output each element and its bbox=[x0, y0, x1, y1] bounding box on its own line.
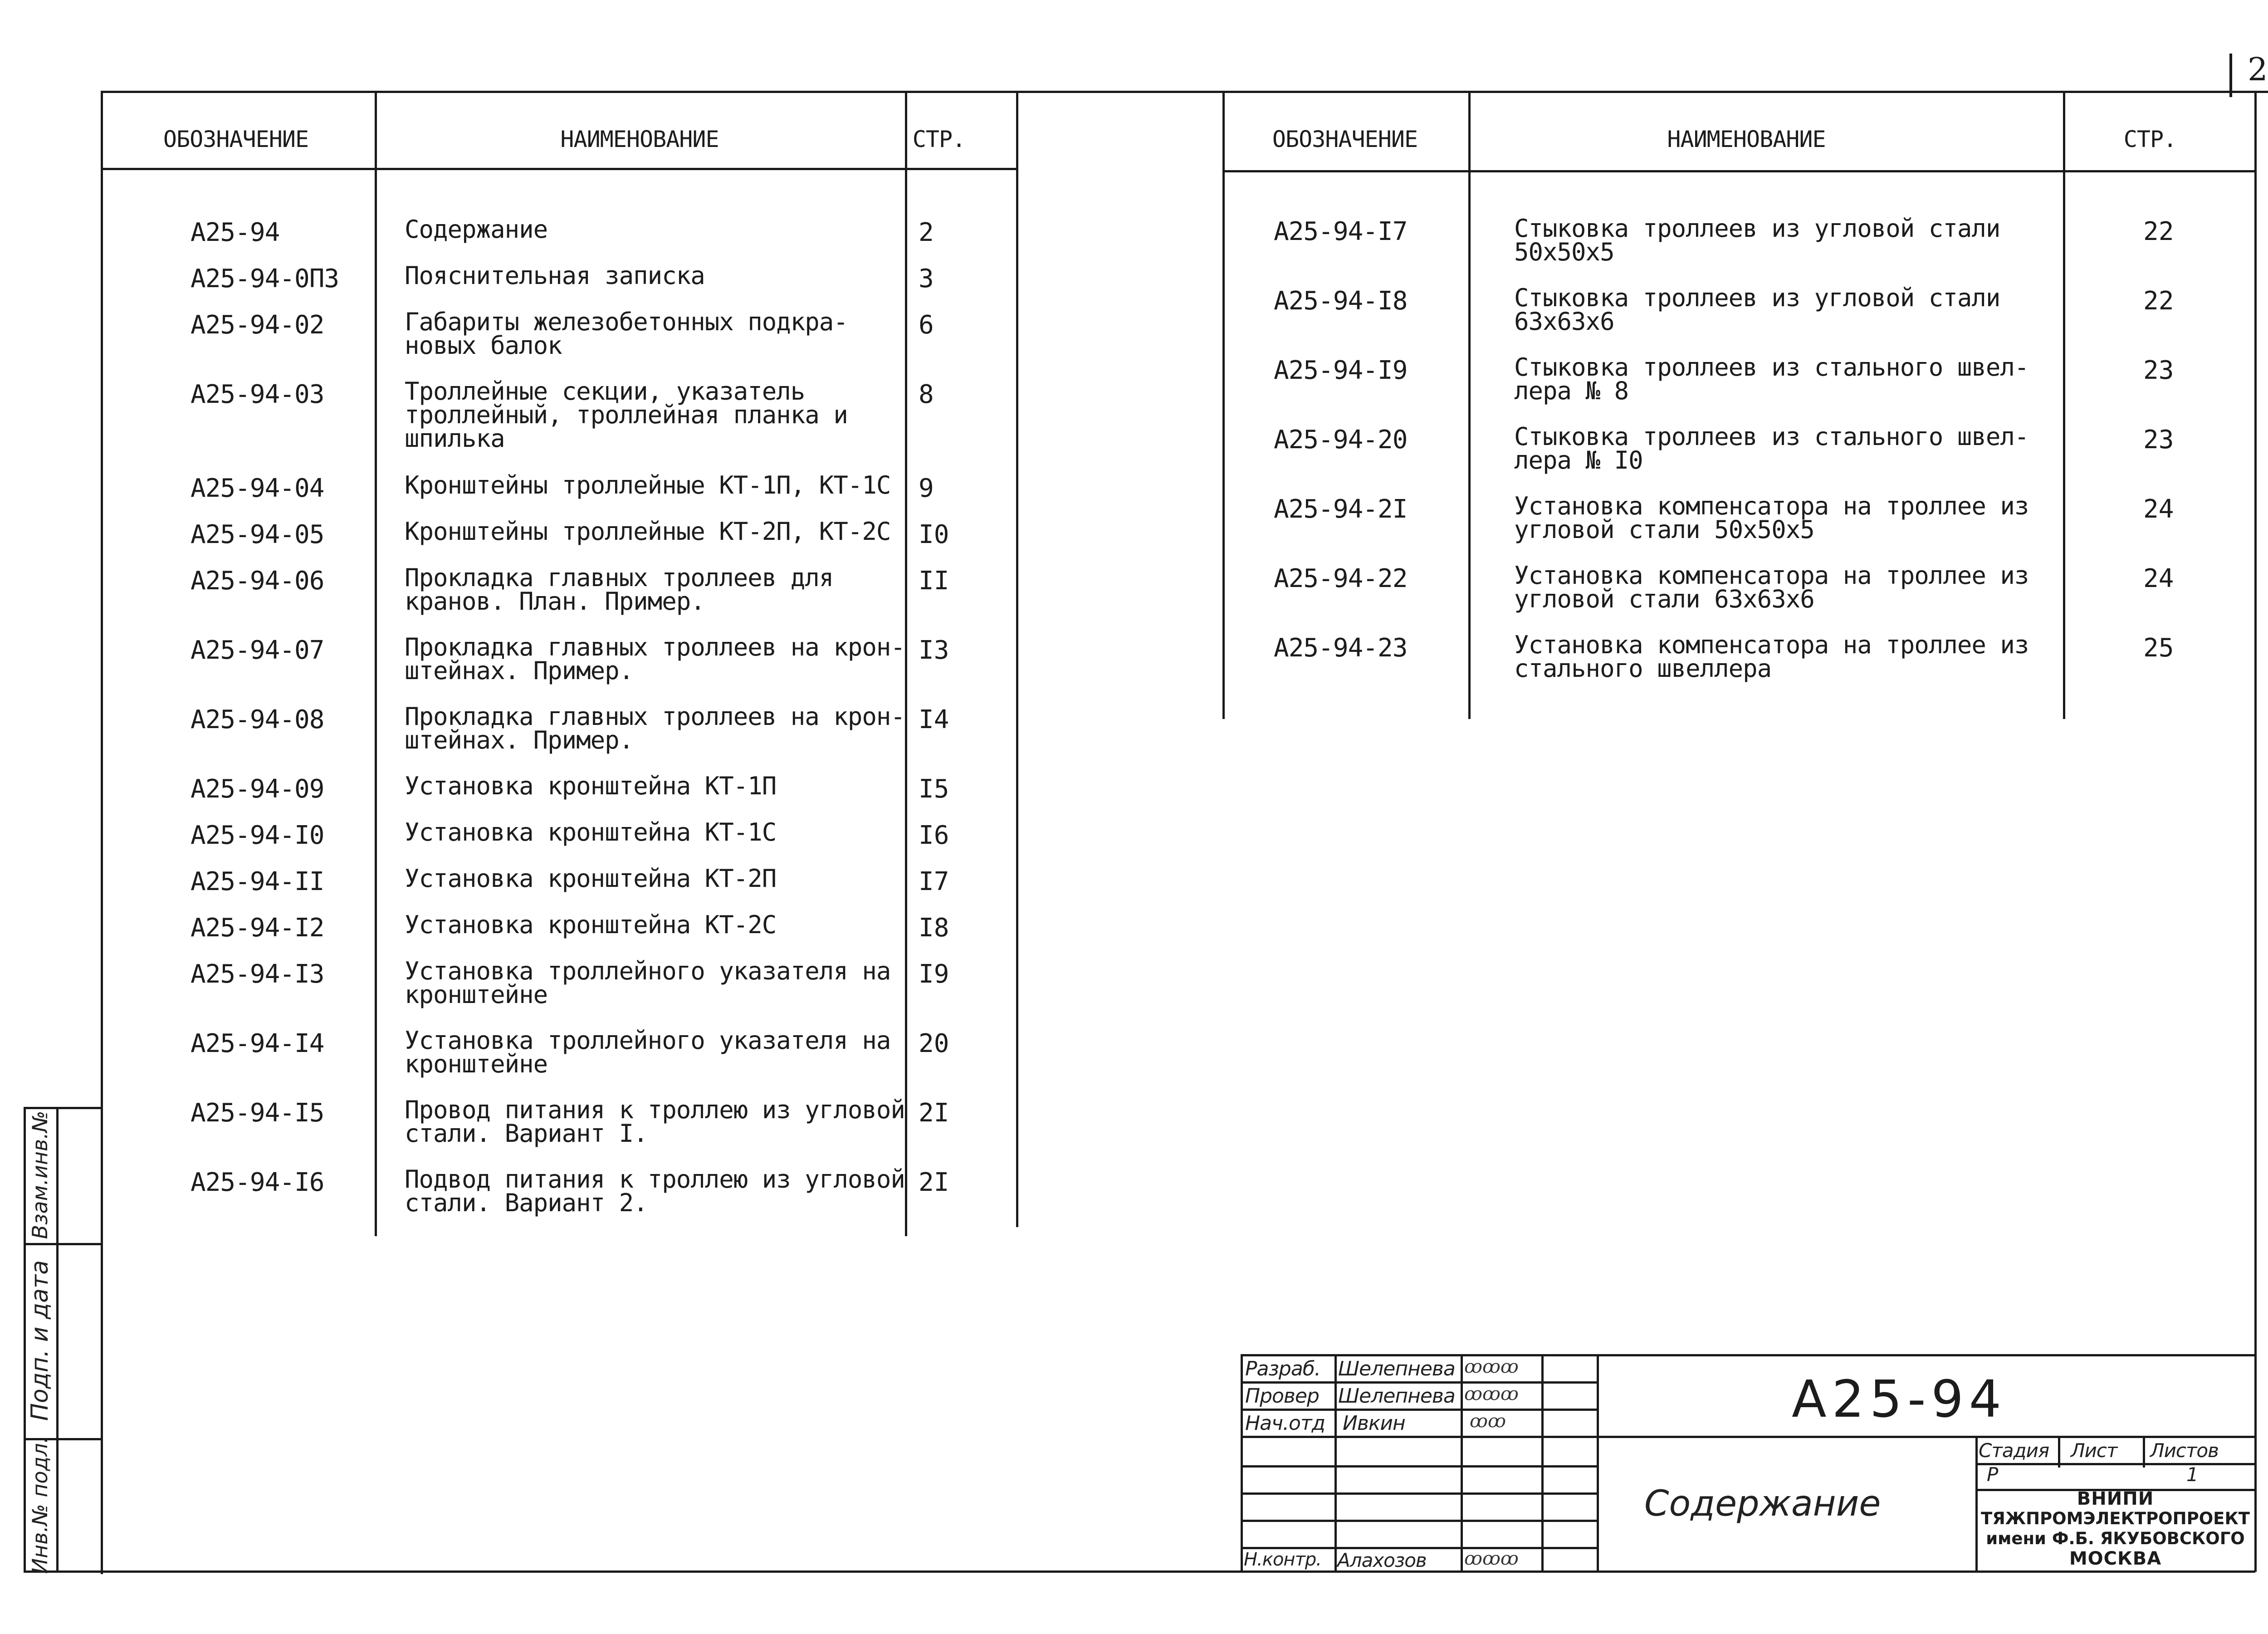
row-page: I6 bbox=[919, 821, 949, 850]
side-stamp-top bbox=[24, 1107, 101, 1109]
tb-stage-value: Р bbox=[1987, 1463, 1998, 1486]
tb-organization bbox=[1975, 1489, 2255, 1569]
row-code: А25-94-II bbox=[191, 867, 324, 896]
row-page: 6 bbox=[919, 310, 934, 340]
tb-row1 bbox=[1241, 1381, 1599, 1384]
tb-razrab-name: Шелепнева bbox=[1338, 1357, 1455, 1380]
row-code: А25-94-0ПЗ bbox=[191, 264, 339, 294]
row-page: 22 bbox=[2143, 286, 2174, 316]
tb-sheets-value: 1 bbox=[2186, 1463, 2198, 1486]
row-name: Кронштейны троллейные КТ-2П, КТ-2С bbox=[405, 517, 891, 546]
tb-doc-title: Содержание bbox=[1644, 1483, 1881, 1524]
tb-col3 bbox=[1541, 1354, 1544, 1572]
row-name: Стыковка троллеев из стального швел- лера № I0 bbox=[1514, 422, 2029, 475]
side-stamp-vzam: Взам.инв.№ bbox=[28, 1111, 52, 1239]
tb-sheets-label: Листов bbox=[2150, 1439, 2219, 1462]
right-table-header-line bbox=[1222, 170, 2254, 172]
tb-stage-row1 bbox=[1975, 1463, 2255, 1465]
right-table-col2 bbox=[2063, 93, 2065, 719]
tb-nach-name: Ивкин bbox=[1343, 1412, 1405, 1435]
row-page: 2 bbox=[919, 218, 934, 247]
row-name: Пояснительная записка bbox=[405, 261, 705, 290]
row-name: Прокладка главных троллеев для кранов. План. Пример. bbox=[405, 563, 834, 616]
left-table-col3 bbox=[1016, 93, 1018, 1227]
row-code: А25-94-08 bbox=[191, 705, 324, 734]
row-code: А25-94-05 bbox=[191, 520, 324, 549]
tb-org-line3: имени Ф.Б. ЯКУБОВСКОГО bbox=[1986, 1529, 2245, 1548]
right-header-page: СТР. bbox=[2123, 126, 2177, 152]
row-page: 2I bbox=[919, 1168, 949, 1197]
row-page: I0 bbox=[919, 520, 949, 549]
side-stamp-left bbox=[24, 1107, 26, 1573]
right-header-code: ОБОЗНАЧЕНИЕ bbox=[1272, 126, 1418, 152]
side-stamp-inv: Инв.№ подл. bbox=[28, 1436, 52, 1574]
row-page: I5 bbox=[919, 774, 949, 804]
row-name: Содержание bbox=[405, 215, 548, 244]
row-code: А25-94-03 bbox=[191, 380, 324, 409]
row-code: А25-94-I7 bbox=[1274, 217, 1408, 246]
left-header-name: НАИМЕНОВАНИЕ bbox=[560, 126, 719, 152]
tb-prover-name: Шелепнева bbox=[1338, 1384, 1455, 1408]
tb-col4 bbox=[1597, 1354, 1599, 1572]
frame-bottom bbox=[24, 1570, 2255, 1573]
left-header-page: СТР. bbox=[912, 126, 966, 152]
tb-razrab-signature: ꝏꝏꝏ bbox=[1464, 1356, 1519, 1377]
row-page: II bbox=[919, 566, 949, 596]
tb-org-line2: ТЯЖПРОМЭЛЕКТРОПРОЕКТ bbox=[1981, 1509, 2250, 1528]
row-page: 8 bbox=[919, 380, 934, 409]
row-page: 25 bbox=[2143, 633, 2174, 663]
row-page: 22 bbox=[2143, 217, 2174, 246]
tb-row2 bbox=[1241, 1409, 1599, 1411]
row-name: Установка кронштейна КТ-2С bbox=[405, 910, 777, 939]
row-code: А25-94-I2 bbox=[191, 913, 324, 943]
row-code: А25-94-02 bbox=[191, 310, 324, 340]
row-page: I4 bbox=[919, 705, 949, 734]
tb-nkontr-name: Алахозов bbox=[1337, 1549, 1427, 1571]
tb-org-line4: МОСКВА bbox=[2069, 1548, 2162, 1569]
side-stamp-podp: Подп. и дата bbox=[26, 1260, 54, 1421]
tb-col1 bbox=[1334, 1354, 1337, 1572]
right-table-col0 bbox=[1222, 93, 1225, 719]
row-name: Прокладка главных троллеев на крон- штейнах. Пример. bbox=[405, 702, 905, 754]
row-name: Установка кронштейна КТ-1С bbox=[405, 818, 777, 846]
tb-doc-code: А25-94 bbox=[1792, 1370, 2007, 1429]
tb-prover-label: Провер bbox=[1245, 1384, 1319, 1408]
tb-left bbox=[1241, 1354, 1243, 1572]
tb-row4 bbox=[1241, 1465, 1599, 1468]
row-page: I8 bbox=[919, 913, 949, 943]
row-code: А25-94-09 bbox=[191, 774, 324, 804]
row-name: Стыковка троллеев из угловой стали 50х50х5 bbox=[1514, 214, 2000, 266]
left-table-col1 bbox=[375, 93, 377, 1236]
tb-nach-signature: ꝏꝏ bbox=[1470, 1411, 1506, 1432]
frame-right bbox=[2254, 91, 2257, 1572]
tb-nach-label: Нач.отд bbox=[1245, 1412, 1325, 1435]
left-header-code: ОБОЗНАЧЕНИЕ bbox=[163, 126, 309, 152]
row-page: 23 bbox=[2143, 425, 2174, 455]
tb-top bbox=[1241, 1354, 2255, 1356]
tb-prover-signature: ꝏꝏꝏ bbox=[1464, 1384, 1519, 1404]
tb-row3 bbox=[1241, 1436, 2255, 1438]
tb-razrab-label: Разраб. bbox=[1245, 1357, 1320, 1380]
row-code: А25-94-20 bbox=[1274, 425, 1408, 455]
row-name: Стыковка троллеев из стального швел- лера № 8 bbox=[1514, 353, 2029, 405]
row-name: Установка троллейного указателя на кронштейне bbox=[405, 957, 891, 1009]
row-name: Установка компенсатора на троллее из угловой стали 63х63х6 bbox=[1514, 561, 2029, 613]
row-page: I7 bbox=[919, 867, 949, 896]
tb-sheet-label: Лист bbox=[2071, 1439, 2117, 1462]
row-name: Установка кронштейна КТ-2П bbox=[405, 864, 777, 893]
row-code: А25-94 bbox=[191, 218, 280, 247]
right-header-name: НАИМЕНОВАНИЕ bbox=[1667, 126, 1826, 152]
row-page: I9 bbox=[919, 959, 949, 989]
row-name: Троллейные секции, указатель троллейный, троллейная планка и шпилька bbox=[405, 377, 848, 453]
row-code: А25-94-2I bbox=[1274, 494, 1408, 524]
tb-nkontr-label: Н.контр. bbox=[1244, 1549, 1321, 1570]
row-code: А25-94-I4 bbox=[191, 1029, 324, 1058]
row-page: 3 bbox=[919, 264, 934, 294]
tb-row6 bbox=[1241, 1520, 1599, 1522]
row-page: 23 bbox=[2143, 356, 2174, 385]
tb-col2 bbox=[1461, 1354, 1463, 1572]
row-name: Кронштейны троллейные КТ-1П, КТ-1С bbox=[405, 471, 891, 499]
row-code: А25-94-06 bbox=[191, 566, 324, 596]
row-code: А25-94-I9 bbox=[1274, 356, 1408, 385]
row-name: Установка компенсатора на троллее из угловой стали 50х50х5 bbox=[1514, 492, 2029, 544]
row-name: Установка троллейного указателя на кронштейне bbox=[405, 1026, 891, 1078]
left-table-header-line bbox=[101, 168, 1018, 170]
tb-org-line1: ВНИПИ bbox=[2077, 1488, 2154, 1509]
frame-top bbox=[101, 91, 2268, 93]
row-name: Стыковка троллеев из угловой стали 63х63х6 bbox=[1514, 284, 2000, 336]
row-code: А25-94-I8 bbox=[1274, 286, 1408, 316]
row-page: 20 bbox=[919, 1029, 949, 1058]
row-code: А25-94-23 bbox=[1274, 633, 1408, 663]
row-code: А25-94-I0 bbox=[191, 821, 324, 850]
row-code: А25-94-I5 bbox=[191, 1098, 324, 1128]
row-page: 24 bbox=[2143, 494, 2174, 524]
side-stamp-mid bbox=[56, 1107, 59, 1573]
sheet-number: 2 bbox=[2248, 51, 2268, 88]
row-name: Установка кронштейна КТ-1П bbox=[405, 772, 777, 800]
row-code: А25-94-I3 bbox=[191, 959, 324, 989]
tb-row5 bbox=[1241, 1492, 1599, 1495]
row-code: А25-94-07 bbox=[191, 636, 324, 665]
row-page: 2I bbox=[919, 1098, 949, 1128]
row-name: Подвод питания к троллею из угловой стали. Вариант 2. bbox=[405, 1165, 905, 1217]
row-name: Провод питания к троллею из угловой стали. Вариант I. bbox=[405, 1096, 905, 1148]
tb-stage-label: Стадия bbox=[1979, 1439, 2049, 1462]
frame-left bbox=[101, 91, 103, 1574]
row-page: 24 bbox=[2143, 564, 2174, 593]
row-code: А25-94-22 bbox=[1274, 564, 1408, 593]
tb-nkontr-signature: ꝏꝏꝏ bbox=[1464, 1548, 1519, 1569]
side-stamp-div1 bbox=[24, 1243, 101, 1245]
row-code: А25-94-I6 bbox=[191, 1168, 324, 1197]
row-name: Габариты железобетонных подкра- новых балок bbox=[405, 308, 848, 360]
row-page: 9 bbox=[919, 474, 934, 503]
row-name: Установка компенсатора на троллее из стального швеллера bbox=[1514, 631, 2029, 683]
right-table-col1 bbox=[1468, 93, 1471, 719]
row-page: I3 bbox=[919, 636, 949, 665]
row-code: А25-94-04 bbox=[191, 474, 324, 503]
row-name: Прокладка главных троллеев на крон- штейнах. Пример. bbox=[405, 633, 905, 685]
